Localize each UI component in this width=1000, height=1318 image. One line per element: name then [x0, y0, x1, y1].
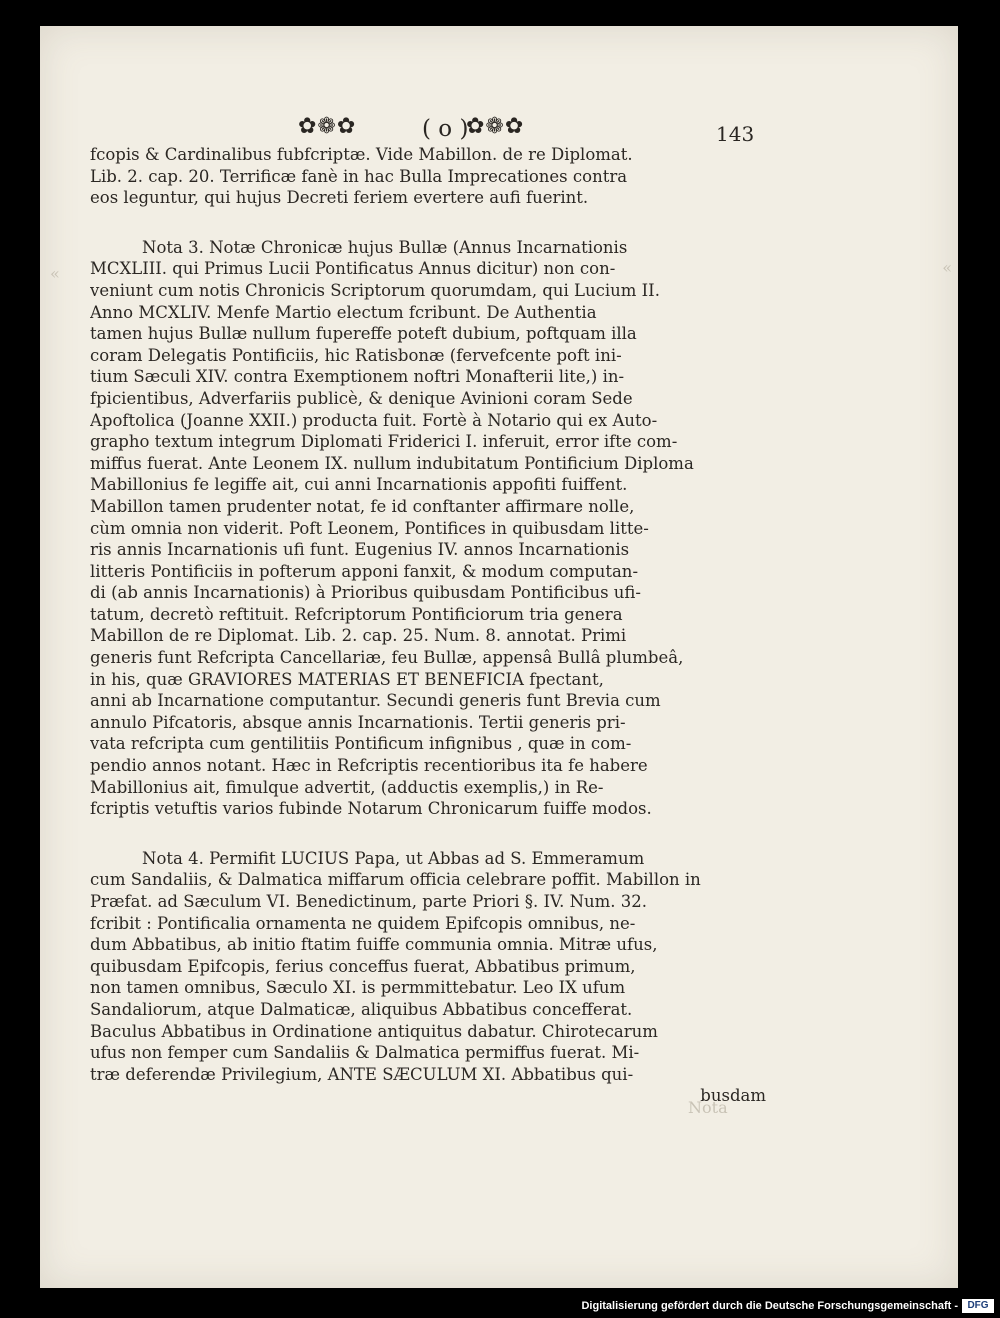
page-header [40, 114, 958, 144]
text-line: Anno MCXLIV. Menfe Martio electum fcribunt. De Authentia [90, 302, 597, 322]
footer-bar [0, 1296, 1000, 1318]
text-line: træ deferendæ Privilegium, ANTE SÆCULUM XI. Abbatibus qui- [90, 1064, 634, 1084]
text-line: Nota 4. Permifit LUCIUS Papa, ut Abbas ad S. Emmeramum [142, 848, 645, 868]
bleed-through-mark-left: « [50, 264, 60, 283]
funding-notice: Digitalisierung gefördert durch die Deutsche Forschungsgemeinschaft - [581, 1300, 958, 1312]
text-line: eos leguntur, qui hujus Decreti feriem evertere aufi fuerint. [90, 188, 589, 208]
text-line: tium Sæculi XIV. contra Exemptionem noftri Monafterii lite,) in- [90, 367, 625, 387]
text-line: MCXLIII. qui Primus Lucii Pontificatus Annus dicitur) non con- [90, 259, 616, 279]
text-line: Mabillon de re Diplomat. Lib. 2. cap. 25. Num. 8. annotat. Primi [90, 626, 627, 646]
book-page [40, 26, 958, 1288]
text-line: cùm omnia non viderit. Poft Leonem, Pontifices in quibusdam litte- [90, 518, 649, 538]
text-line: fcribit : Pontificalia ornamenta ne quidem Epifcopis omnibus, ne- [90, 913, 636, 933]
dfg-logo: DFG [962, 1299, 994, 1313]
text-line: busdam [700, 1086, 766, 1106]
text-line: coram Delegatis Pontificiis, hic Ratisbonæ (fervefcente poft ini- [90, 345, 622, 365]
text-line: litteris Pontificiis in pofterum apponi fanxit, & modum computan- [90, 561, 639, 581]
text-line: Lib. 2. cap. 20. Terrificæ fanè in hac Bulla Imprecationes contra [90, 166, 628, 186]
text-line: tatum, decretò reftituit. Refcriptorum Pontificiorum tria genera [90, 604, 623, 624]
text-line: veniunt cum notis Chronicis Scriptorum quorumdam, qui Lucium II. [90, 280, 660, 300]
text-line: Nota 3. Notæ Chronicæ hujus Bullæ (Annus Incarnationis [142, 237, 628, 257]
text-line: non tamen omnibus, Sæculo XI. is permmittebatur. Leo IX ufum [90, 978, 626, 998]
ornament-right-icon: ✿❁✿ [466, 114, 525, 139]
text-line: cum Sandaliis, & Dalmatica miffarum officia celebrare poffit. Mabillon in [90, 870, 701, 890]
text-line: Sandaliorum, atque Dalmaticæ, aliquibus Abbatibus concefferat. [90, 999, 633, 1019]
ornament-left-icon: ✿❁✿ [298, 114, 357, 139]
bleed-through-mark-right: « [942, 258, 952, 277]
text-line: annulo Pifcatoris, absque annis Incarnationis. Tertii generis pri- [90, 712, 626, 732]
text-line: ufus non femper cum Sandaliis & Dalmatica permiffus fuerat. Mi- [90, 1043, 640, 1063]
page-number: 143 [716, 122, 755, 146]
text-line: Mabillonius ait, fimulque advertit, (adductis exemplis,) in Re- [90, 777, 604, 797]
text-line: vata refcripta cum gentilitiis Pontificum infignibus , quæ in com- [90, 734, 632, 754]
text-line: pendio annos notant. Hæc in Refcriptis recentioribus ita fe habere [90, 756, 648, 776]
text-line: Præfat. ad Sæculum VI. Benedictinum, parte Priori §. IV. Num. 32. [90, 892, 648, 911]
text-line: quibusdam Epifcopis, ferius conceffus fuerat, Abbatibus primum, [90, 956, 636, 976]
paragraph-gap [90, 820, 766, 848]
text-line: miffus fuerat. Ante Leonem IX. nullum indubitatum Pontificium Diploma [90, 453, 694, 473]
text-line: di (ab annis Incarnationis) à Prioribus quibusdam Pontificibus ufi- [90, 583, 642, 603]
text-line: Mabillonius fe legiffe ait, cui anni Incarnationis appofiti fuiffent. [90, 475, 628, 495]
text-line: fpicientibus, Adverfariis publicè, & denique Avinioni coram Sede [90, 388, 633, 408]
text-line: Baculus Abbatibus in Ordinatione antiquitus dabatur. Chirotecarum [90, 1021, 658, 1041]
text-line: Apoftolica (Joanne XXII.) producta fuit. Fortè à Notario qui ex Auto- [90, 410, 658, 430]
text-line: anni ab Incarnatione computantur. Secundi generis funt Brevia cum [90, 691, 661, 711]
folio-mark: ( o ) [422, 116, 469, 142]
text-line: tamen hujus Bullæ nullum fupereffe poteft dubium, poftquam illa [90, 324, 637, 344]
body-text [90, 144, 766, 1107]
text-line: dum Abbatibus, ab initio ftatim fuiffe communia omnia. Mitræ ufus, [90, 935, 658, 955]
paragraph-gap [90, 209, 766, 237]
text-line: ris annis Incarnationis ufi funt. Eugenius IV. annos Incarnationis [90, 540, 630, 560]
text-line: generis funt Refcripta Cancellariæ, feu Bullæ, appensâ Bullâ plumbeâ, [90, 648, 684, 668]
text-line: in his, quæ GRAVIORES MATERIAS ET BENEFICIA fpectant, [90, 669, 604, 689]
text-line: Mabillon tamen prudenter notat, fe id conftanter affirmare nolle, [90, 496, 635, 516]
bleed-through-catchword: Nota [688, 1098, 728, 1117]
text-line: fcriptis vetuftis varios fubinde Notarum Chronicarum fuiffe modos. [90, 799, 652, 819]
text-line: grapho textum integrum Diplomati Friderici I. inferuit, error ifte com- [90, 432, 678, 452]
text-line: fcopis & Cardinalibus fubfcriptæ. Vide Mabillon. de re Diplomat. [90, 145, 633, 164]
